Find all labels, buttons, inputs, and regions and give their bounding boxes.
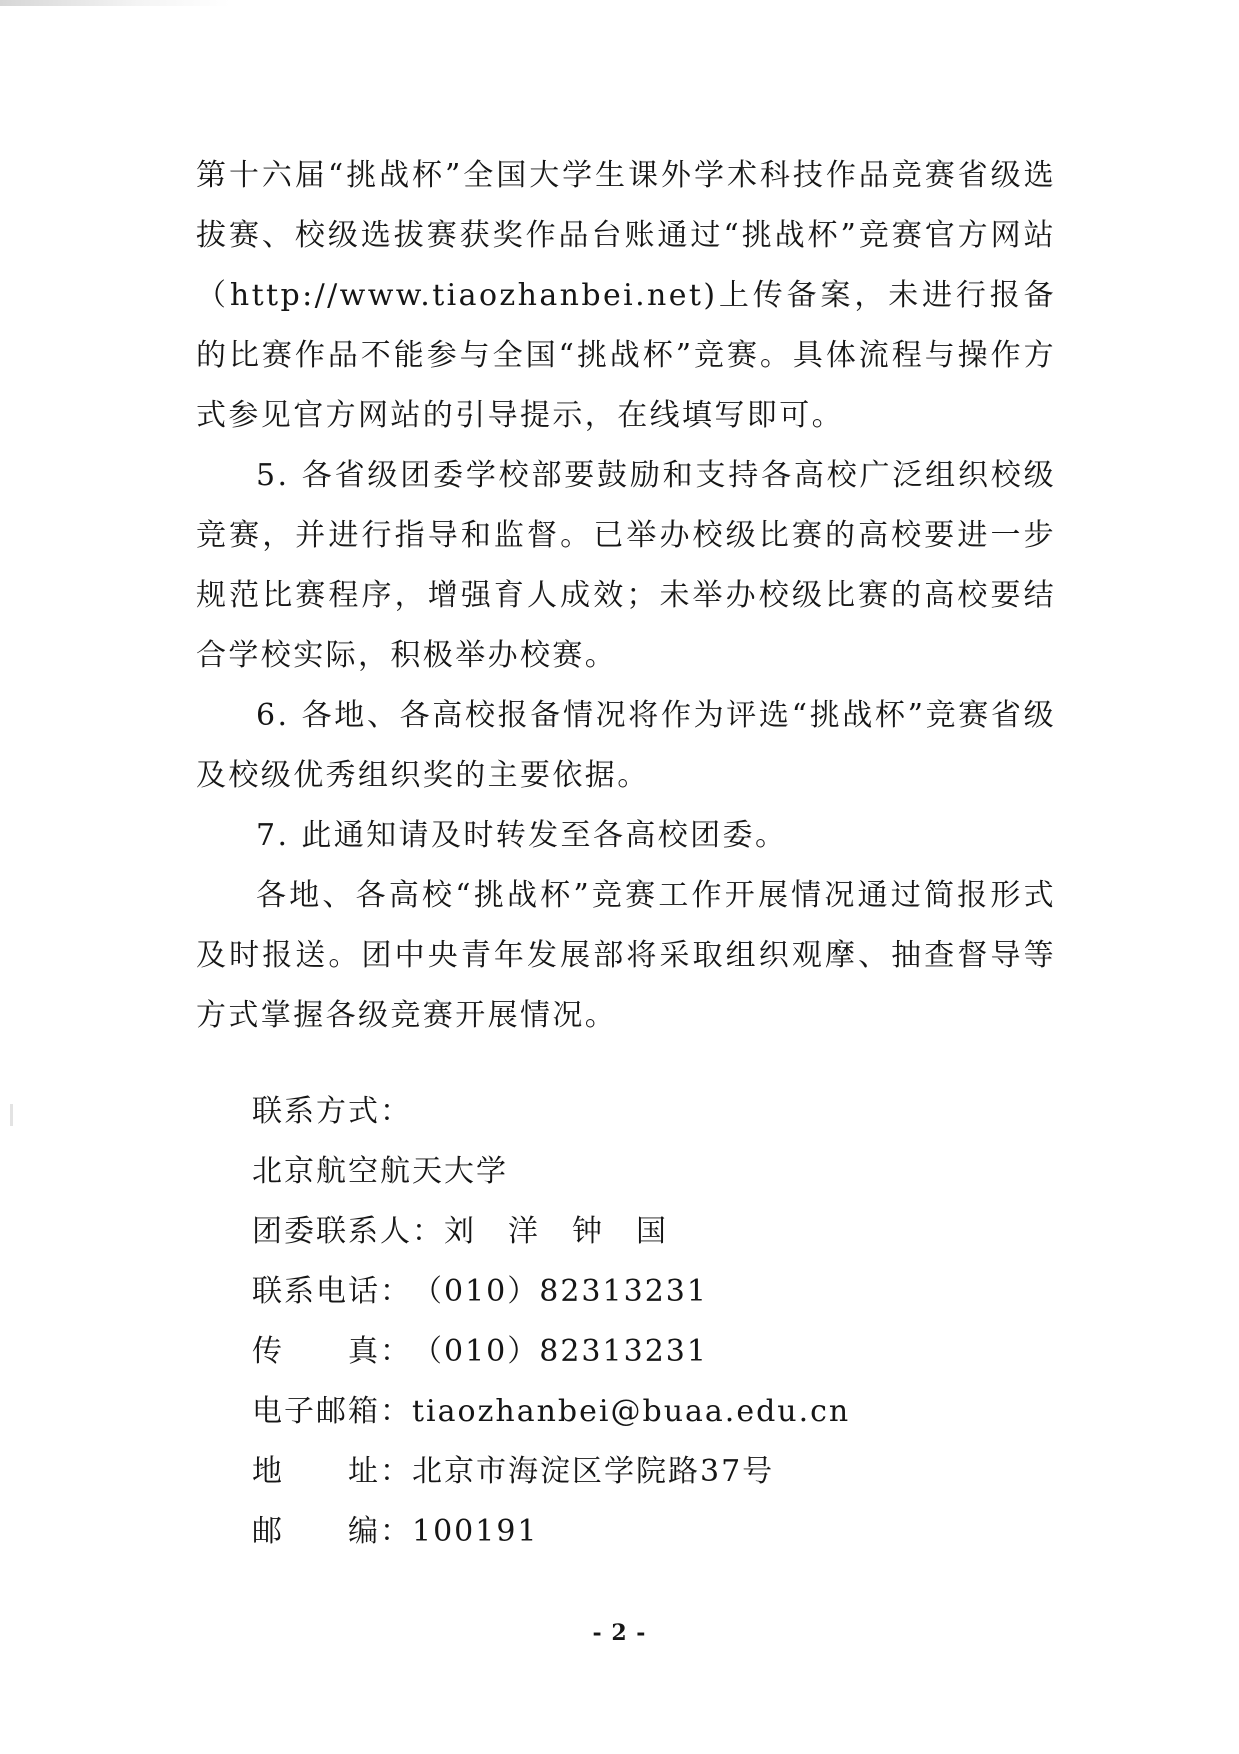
contact-email-value: tiaozhanbei@buaa.edu.cn [412, 1394, 851, 1429]
contact-address-row [252, 1442, 1012, 1502]
contact-fax-value: （010）82313231 [412, 1334, 708, 1369]
label-colon: ： [380, 1274, 412, 1309]
contact-heading: 联系方式： [252, 1094, 412, 1129]
paragraph-item-5: 5. 各省级团委学校部要鼓励和支持各高校广泛组织校级竞赛，并进行指导和监督。已举办校级比赛的高校要进一步规范比赛程序，增强育人成效；未举办校级比赛的高校要结合学校实际，积极举办校赛。 [196, 458, 1056, 673]
contact-person-row [252, 1202, 1012, 1262]
contact-heading-row [252, 1082, 1012, 1142]
contact-organization: 北京航空航天大学 [252, 1154, 508, 1189]
page-number: - 2 - [592, 1620, 647, 1646]
contact-address-value: 北京市海淀区学院路37号 [412, 1454, 775, 1489]
contact-fax-row [252, 1322, 1012, 1382]
contact-postcode-value: 100191 [412, 1514, 539, 1549]
paragraph-item-7: 7. 此通知请及时转发至各高校团委。 [256, 818, 788, 853]
contact-postcode-row [252, 1502, 1012, 1562]
scan-smudge [0, 0, 230, 6]
notice-body [196, 146, 1056, 1046]
scan-speck [10, 1104, 13, 1126]
label-colon: ： [412, 1214, 444, 1249]
contact-email-label: 电子邮箱 [252, 1394, 380, 1429]
label-colon: ： [380, 1454, 412, 1489]
contact-block [252, 1082, 1012, 1562]
contact-address-label: 地 址 [252, 1454, 380, 1489]
contact-organization-row [252, 1142, 1012, 1202]
contact-phone-label: 联系电话 [252, 1274, 380, 1309]
contact-person-label: 团委联系人 [252, 1214, 412, 1249]
contact-phone-value: （010）82313231 [412, 1274, 708, 1309]
contact-fax-label: 传 真 [252, 1334, 380, 1369]
label-colon: ： [380, 1514, 412, 1549]
paragraph-website-upload: 第十六届“挑战杯”全国大学生课外学术科技作品竞赛省级选拔赛、校级选拔赛获奖作品台账通过“挑战杯”竞赛官方网站（http://www.tiaozhanbei.net)上传备案，未进行报备的比赛作品不能参与全国“挑战杯”竞赛。具体流程与操作方式参见官方网站的引导提示，在线填写即可。 [196, 158, 1056, 433]
contact-person-value: 刘 洋 钟 国 [444, 1214, 668, 1249]
paragraph-reporting: 各地、各高校“挑战杯”竞赛工作开展情况通过简报形式及时报送。团中央青年发展部将采取组织观摩、抽查督导等方式掌握各级竞赛开展情况。 [196, 878, 1056, 1033]
contact-postcode-label: 邮 编 [252, 1514, 380, 1549]
contact-email-row [252, 1382, 1012, 1442]
label-colon: ： [380, 1334, 412, 1369]
paragraph-item-6: 6. 各地、各高校报备情况将作为评选“挑战杯”竞赛省级及校级优秀组织奖的主要依据。 [196, 698, 1056, 793]
contact-phone-row [252, 1262, 1012, 1322]
label-colon: ： [380, 1394, 412, 1429]
